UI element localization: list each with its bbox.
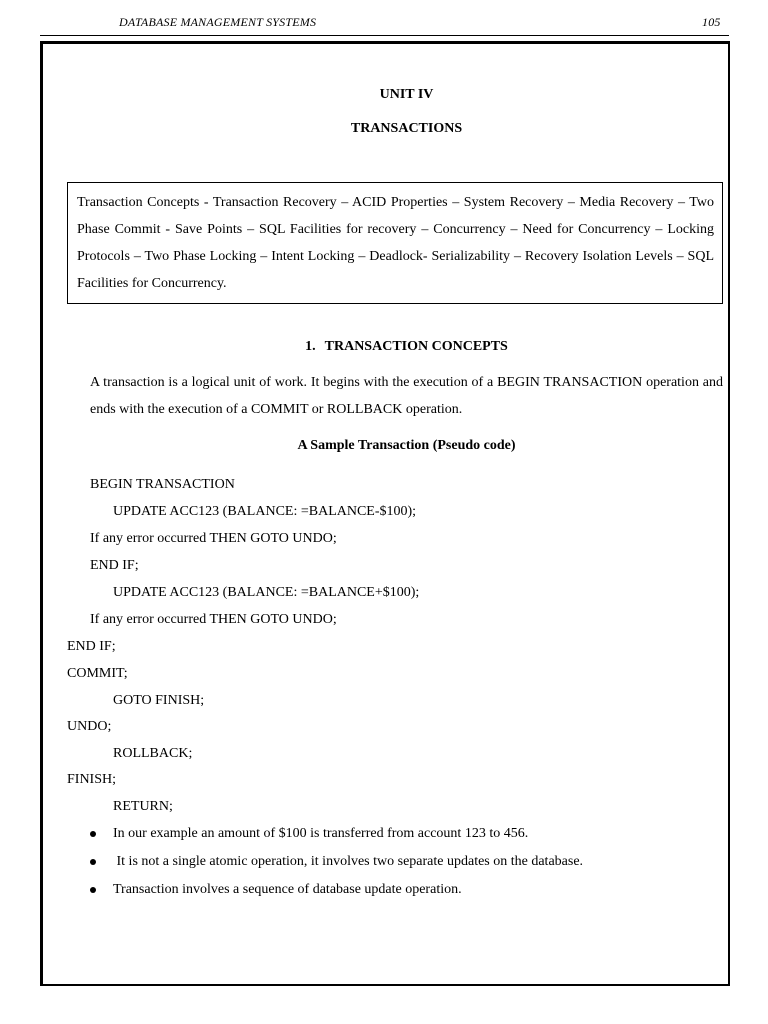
bullet-icon: [90, 859, 96, 865]
unit-label: UNIT IV: [379, 87, 434, 102]
section-number: 1.: [305, 339, 316, 354]
running-title: DATABASE MANAGEMENT SYSTEMS: [119, 15, 317, 29]
bullet-icon: [90, 831, 96, 837]
code-line: RETURN;: [113, 799, 173, 814]
bullet-icon: [90, 887, 96, 893]
list-item: [90, 882, 583, 910]
list-item: [90, 854, 583, 882]
section-heading: [40, 339, 768, 355]
topics-box: Transaction Concepts - Transaction Recovery – ACID Properties – System Recovery – Media Recovery – Two Phase Commit - Save Points – SQL Facilities for recovery – Concurrency – Need for Concurrency – Locking Protocols – Two Phase Locking – Intent Locking – Deadlock- Serializability – Recovery Isolation Levels – SQL Facilities for Concurrency.: [67, 182, 723, 304]
list-item-text: Transaction involves a sequence of database update operation.: [113, 882, 462, 897]
code-line: If any error occurred THEN GOTO UNDO;: [90, 612, 337, 627]
code-line: COMMIT;: [67, 666, 128, 681]
list-item-text: It is not a single atomic operation, it involves two separate updates on the database.: [113, 854, 584, 869]
code-line: BEGIN TRANSACTION: [90, 477, 235, 492]
page-number: 105: [702, 15, 721, 29]
code-line: FINISH;: [67, 772, 117, 787]
code-line: GOTO FINISH;: [113, 693, 205, 708]
code-line: END IF;: [90, 558, 139, 573]
list-item-text: In our example an amount of $100 is transferred from account 123 to 456.: [113, 826, 529, 841]
code-line: ROLLBACK;: [113, 746, 193, 761]
section-title: TRANSACTION CONCEPTS: [324, 339, 508, 354]
unit-title: TRANSACTIONS: [350, 121, 463, 136]
bullet-list: [90, 826, 583, 910]
header-rule: [40, 35, 729, 36]
code-line: UPDATE ACC123 (BALANCE: =BALANCE+$100);: [113, 585, 420, 600]
sample-heading: A Sample Transaction (Pseudo code): [297, 438, 516, 453]
code-line: UNDO;: [67, 719, 112, 734]
code-line: If any error occurred THEN GOTO UNDO;: [90, 531, 337, 546]
list-item: [90, 826, 583, 854]
code-line: UPDATE ACC123 (BALANCE: =BALANCE-$100);: [113, 504, 417, 519]
section-paragraph: A transaction is a logical unit of work. It begins with the execution of a BEGIN TRANSACTION operation and ends with the execution of a COMMIT or ROLLBACK operation.: [90, 375, 723, 417]
code-line: END IF;: [67, 639, 116, 654]
